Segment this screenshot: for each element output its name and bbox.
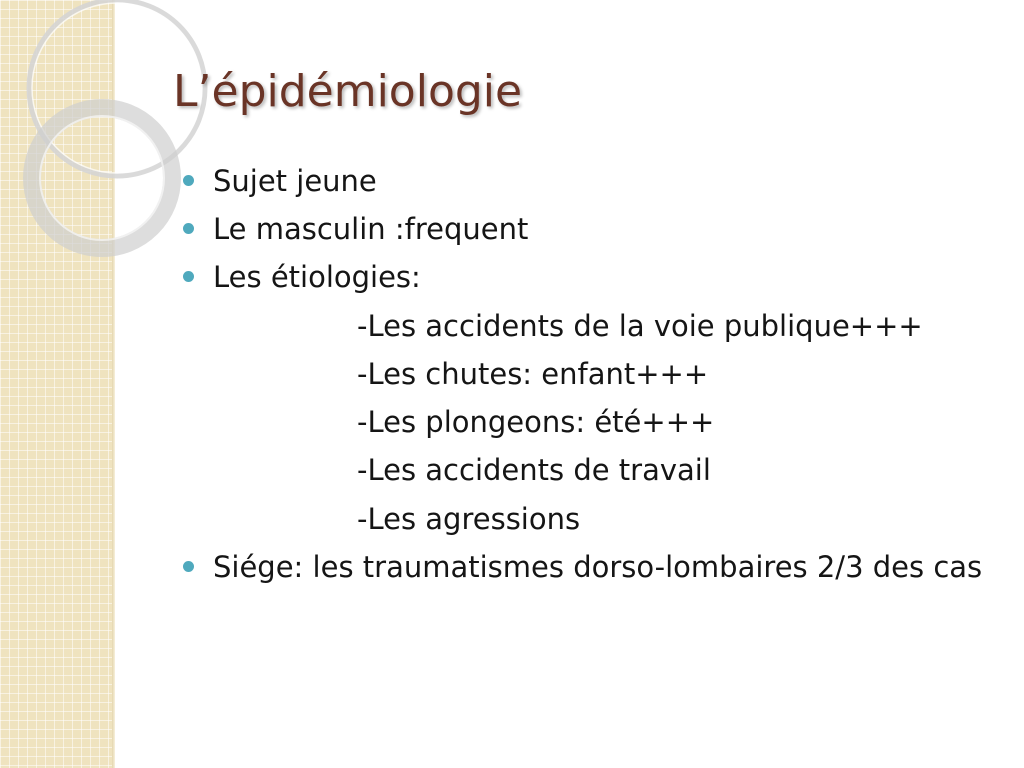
slide-title: L’épidémiologie xyxy=(173,66,523,117)
sub-item: -Les accidents de la voie publique+++ xyxy=(357,308,923,343)
bullet-item xyxy=(183,260,993,294)
sub-item: -Les plongeons: été+++ xyxy=(357,405,715,440)
bullet-item xyxy=(183,212,993,246)
bullet-dot-icon xyxy=(183,175,194,186)
bullet-item xyxy=(183,164,993,198)
bullet-dot-icon xyxy=(183,561,194,572)
sub-item: -Les chutes: enfant+++ xyxy=(357,356,709,391)
sub-item: -Les accidents de travail xyxy=(357,453,711,488)
bullet-item xyxy=(183,550,993,584)
bullet-text: Sujet jeune xyxy=(213,164,377,198)
bullet-dot-icon xyxy=(183,271,194,282)
bullet-text: Les étiologies: xyxy=(213,260,421,295)
sub-item: -Les agressions xyxy=(357,501,581,536)
slide-content xyxy=(183,164,993,584)
bullet-text: Le masculin :frequent xyxy=(213,212,529,247)
bullet-dot-icon xyxy=(183,223,194,234)
bullet-text: Siége: les traumatismes dorso-lombaires 2/3 des cas xyxy=(213,549,983,584)
